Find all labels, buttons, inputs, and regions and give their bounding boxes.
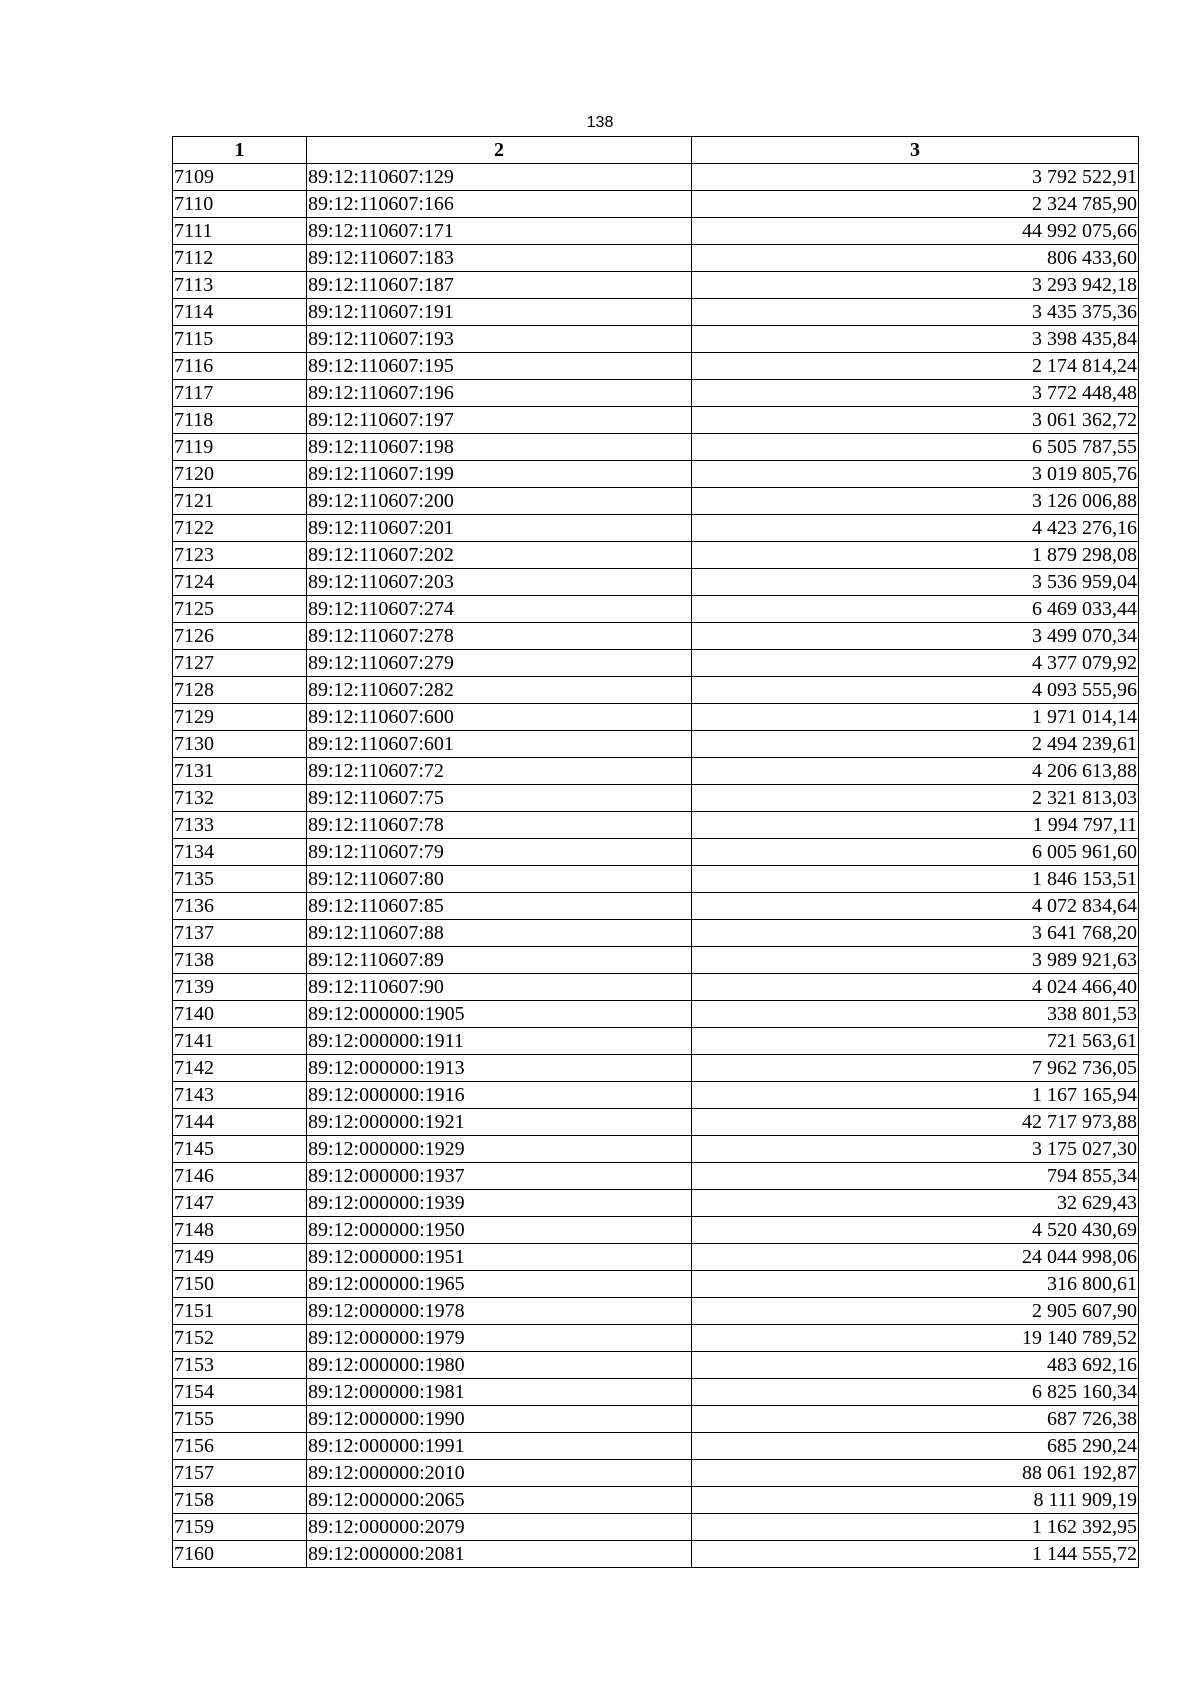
table-row: [173, 893, 1139, 920]
cadastral-value-cell: 3 435 375,36: [692, 299, 1139, 326]
row-number-cell: 7132: [173, 785, 307, 812]
table-row: [173, 1460, 1139, 1487]
cadastral-value-cell: 338 801,53: [692, 1001, 1139, 1028]
cadastral-number-cell: 89:12:110607:88: [307, 920, 692, 947]
cadastral-value-cell: 685 290,24: [692, 1433, 1139, 1460]
row-number-cell: 7110: [173, 191, 307, 218]
table-row: [173, 704, 1139, 731]
row-number-cell: 7111: [173, 218, 307, 245]
table-row: [173, 1433, 1139, 1460]
cadastral-value-cell: 24 044 998,06: [692, 1244, 1139, 1271]
cadastral-value-cell: 3 792 522,91: [692, 164, 1139, 191]
row-number-cell: 7130: [173, 731, 307, 758]
cadastral-value-cell: 1 144 555,72: [692, 1541, 1139, 1568]
cadastral-number-cell: 89:12:110607:183: [307, 245, 692, 272]
row-number-cell: 7140: [173, 1001, 307, 1028]
cadastral-number-cell: 89:12:110607:200: [307, 488, 692, 515]
cadastral-value-cell: 806 433,60: [692, 245, 1139, 272]
cadastral-value-cell: 3 126 006,88: [692, 488, 1139, 515]
row-number-cell: 7152: [173, 1325, 307, 1352]
cadastral-number-cell: 89:12:000000:2010: [307, 1460, 692, 1487]
row-number-cell: 7114: [173, 299, 307, 326]
row-number-cell: 7124: [173, 569, 307, 596]
row-number-cell: 7160: [173, 1541, 307, 1568]
row-number-cell: 7134: [173, 839, 307, 866]
cadastral-number-cell: 89:12:000000:1905: [307, 1001, 692, 1028]
table-row: [173, 947, 1139, 974]
cadastral-value-cell: 19 140 789,52: [692, 1325, 1139, 1352]
row-number-cell: 7159: [173, 1514, 307, 1541]
cadastral-value-cell: 4 024 466,40: [692, 974, 1139, 1001]
cadastral-value-cell: 42 717 973,88: [692, 1109, 1139, 1136]
cadastral-number-cell: 89:12:000000:1980: [307, 1352, 692, 1379]
cadastral-value-cell: 1 971 014,14: [692, 704, 1139, 731]
cadastral-number-cell: 89:12:000000:2065: [307, 1487, 692, 1514]
cadastral-number-cell: 89:12:000000:1916: [307, 1082, 692, 1109]
cadastral-value-cell: 3 398 435,84: [692, 326, 1139, 353]
cadastral-value-table: [172, 136, 1139, 1568]
table-row: [173, 542, 1139, 569]
cadastral-value-cell: 1 879 298,08: [692, 542, 1139, 569]
cadastral-number-cell: 89:12:000000:1991: [307, 1433, 692, 1460]
table-row: [173, 839, 1139, 866]
row-number-cell: 7135: [173, 866, 307, 893]
table-row: [173, 731, 1139, 758]
cadastral-value-cell: 4 093 555,96: [692, 677, 1139, 704]
row-number-cell: 7127: [173, 650, 307, 677]
cadastral-number-cell: 89:12:000000:1913: [307, 1055, 692, 1082]
cadastral-number-cell: 89:12:000000:1981: [307, 1379, 692, 1406]
table-row: [173, 1001, 1139, 1028]
row-number-cell: 7158: [173, 1487, 307, 1514]
column-header-3: 3: [692, 137, 1139, 164]
cadastral-value-cell: 6 825 160,34: [692, 1379, 1139, 1406]
row-number-cell: 7151: [173, 1298, 307, 1325]
row-number-cell: 7142: [173, 1055, 307, 1082]
cadastral-value-cell: 794 855,34: [692, 1163, 1139, 1190]
row-number-cell: 7112: [173, 245, 307, 272]
table-row: [173, 299, 1139, 326]
cadastral-value-cell: 32 629,43: [692, 1190, 1139, 1217]
cadastral-value-cell: 8 111 909,19: [692, 1487, 1139, 1514]
row-number-cell: 7145: [173, 1136, 307, 1163]
cadastral-number-cell: 89:12:110607:199: [307, 461, 692, 488]
table-row: [173, 596, 1139, 623]
cadastral-value-cell: 3 175 027,30: [692, 1136, 1139, 1163]
page-number: 138: [586, 114, 614, 131]
table-row: [173, 1271, 1139, 1298]
cadastral-value-cell: 1 167 165,94: [692, 1082, 1139, 1109]
cadastral-value-cell: 483 692,16: [692, 1352, 1139, 1379]
table-row: [173, 164, 1139, 191]
cadastral-value-cell: 2 174 814,24: [692, 353, 1139, 380]
table-row: [173, 326, 1139, 353]
cadastral-number-cell: 89:12:110607:274: [307, 596, 692, 623]
cadastral-value-cell: 2 905 607,90: [692, 1298, 1139, 1325]
table-row: [173, 758, 1139, 785]
cadastral-number-cell: 89:12:110607:279: [307, 650, 692, 677]
table-row: [173, 272, 1139, 299]
table-row: [173, 1541, 1139, 1568]
cadastral-number-cell: 89:12:110607:193: [307, 326, 692, 353]
table-row: [173, 1028, 1139, 1055]
cadastral-number-cell: 89:12:110607:196: [307, 380, 692, 407]
table-row: [173, 1352, 1139, 1379]
table-row: [173, 1136, 1139, 1163]
cadastral-number-cell: 89:12:110607:90: [307, 974, 692, 1001]
table-row: [173, 380, 1139, 407]
cadastral-value-cell: 4 377 079,92: [692, 650, 1139, 677]
row-number-cell: 7117: [173, 380, 307, 407]
table-row: [173, 515, 1139, 542]
cadastral-number-cell: 89:12:110607:201: [307, 515, 692, 542]
cadastral-number-cell: 89:12:110607:282: [307, 677, 692, 704]
cadastral-value-cell: 3 989 921,63: [692, 947, 1139, 974]
cadastral-number-cell: 89:12:110607:278: [307, 623, 692, 650]
table-row: [173, 1379, 1139, 1406]
cadastral-value-cell: 6 469 033,44: [692, 596, 1139, 623]
table-row: [173, 1244, 1139, 1271]
row-number-cell: 7149: [173, 1244, 307, 1271]
cadastral-number-cell: 89:12:110607:72: [307, 758, 692, 785]
cadastral-number-cell: 89:12:000000:1939: [307, 1190, 692, 1217]
cadastral-number-cell: 89:12:110607:203: [307, 569, 692, 596]
cadastral-number-cell: 89:12:110607:600: [307, 704, 692, 731]
table-row: [173, 461, 1139, 488]
cadastral-number-cell: 89:12:110607:171: [307, 218, 692, 245]
row-number-cell: 7113: [173, 272, 307, 299]
cadastral-number-cell: 89:12:000000:1929: [307, 1136, 692, 1163]
table-row: [173, 677, 1139, 704]
table-row: [173, 920, 1139, 947]
cadastral-number-cell: 89:12:000000:1965: [307, 1271, 692, 1298]
row-number-cell: 7118: [173, 407, 307, 434]
cadastral-value-cell: 3 536 959,04: [692, 569, 1139, 596]
row-number-cell: 7131: [173, 758, 307, 785]
cadastral-number-cell: 89:12:110607:601: [307, 731, 692, 758]
cadastral-number-cell: 89:12:000000:1979: [307, 1325, 692, 1352]
cadastral-number-cell: 89:12:000000:1937: [307, 1163, 692, 1190]
cadastral-number-cell: 89:12:110607:195: [307, 353, 692, 380]
cadastral-value-cell: 7 962 736,05: [692, 1055, 1139, 1082]
row-number-cell: 7138: [173, 947, 307, 974]
row-number-cell: 7157: [173, 1460, 307, 1487]
table-row: [173, 974, 1139, 1001]
row-number-cell: 7148: [173, 1217, 307, 1244]
cadastral-number-cell: 89:12:000000:2079: [307, 1514, 692, 1541]
table-header-row: [173, 137, 1139, 164]
cadastral-number-cell: 89:12:110607:166: [307, 191, 692, 218]
cadastral-number-cell: 89:12:000000:1921: [307, 1109, 692, 1136]
cadastral-value-cell: 1 994 797,11: [692, 812, 1139, 839]
cadastral-value-cell: 3 019 805,76: [692, 461, 1139, 488]
row-number-cell: 7139: [173, 974, 307, 1001]
table-row: [173, 245, 1139, 272]
cadastral-value-cell: 44 992 075,66: [692, 218, 1139, 245]
cadastral-value-cell: 88 061 192,87: [692, 1460, 1139, 1487]
cadastral-number-cell: 89:12:110607:191: [307, 299, 692, 326]
cadastral-value-cell: 3 641 768,20: [692, 920, 1139, 947]
cadastral-number-cell: 89:12:110607:197: [307, 407, 692, 434]
table-row: [173, 191, 1139, 218]
table-row: [173, 353, 1139, 380]
cadastral-value-cell: 687 726,38: [692, 1406, 1139, 1433]
table-row: [173, 1109, 1139, 1136]
cadastral-value-cell: 316 800,61: [692, 1271, 1139, 1298]
row-number-cell: 7156: [173, 1433, 307, 1460]
cadastral-number-cell: 89:12:110607:80: [307, 866, 692, 893]
cadastral-number-cell: 89:12:110607:75: [307, 785, 692, 812]
cadastral-number-cell: 89:12:000000:1950: [307, 1217, 692, 1244]
table-row: [173, 434, 1139, 461]
row-number-cell: 7141: [173, 1028, 307, 1055]
table-row: [173, 407, 1139, 434]
cadastral-number-cell: 89:12:110607:187: [307, 272, 692, 299]
cadastral-number-cell: 89:12:000000:2081: [307, 1541, 692, 1568]
cadastral-number-cell: 89:12:110607:89: [307, 947, 692, 974]
table-row: [173, 1217, 1139, 1244]
table-row: [173, 218, 1139, 245]
row-number-cell: 7133: [173, 812, 307, 839]
row-number-cell: 7128: [173, 677, 307, 704]
row-number-cell: 7144: [173, 1109, 307, 1136]
row-number-cell: 7137: [173, 920, 307, 947]
row-number-cell: 7115: [173, 326, 307, 353]
cadastral-value-cell: 3 499 070,34: [692, 623, 1139, 650]
row-number-cell: 7119: [173, 434, 307, 461]
table-body: [173, 164, 1139, 1568]
table-row: [173, 1325, 1139, 1352]
column-header-2: 2: [307, 137, 692, 164]
row-number-cell: 7125: [173, 596, 307, 623]
table-row: [173, 569, 1139, 596]
cadastral-number-cell: 89:12:000000:1951: [307, 1244, 692, 1271]
cadastral-number-cell: 89:12:110607:202: [307, 542, 692, 569]
row-number-cell: 7122: [173, 515, 307, 542]
row-number-cell: 7129: [173, 704, 307, 731]
cadastral-value-cell: 3 772 448,48: [692, 380, 1139, 407]
cadastral-value-cell: 4 072 834,64: [692, 893, 1139, 920]
cadastral-number-cell: 89:12:000000:1990: [307, 1406, 692, 1433]
row-number-cell: 7116: [173, 353, 307, 380]
cadastral-value-cell: 6 505 787,55: [692, 434, 1139, 461]
cadastral-number-cell: 89:12:000000:1978: [307, 1298, 692, 1325]
table-row: [173, 812, 1139, 839]
row-number-cell: 7121: [173, 488, 307, 515]
table-row: [173, 1514, 1139, 1541]
table-row: [173, 785, 1139, 812]
row-number-cell: 7155: [173, 1406, 307, 1433]
cadastral-value-cell: 1 846 153,51: [692, 866, 1139, 893]
column-header-1: 1: [173, 137, 307, 164]
cadastral-value-cell: 1 162 392,95: [692, 1514, 1139, 1541]
table-row: [173, 1190, 1139, 1217]
table-row: [173, 488, 1139, 515]
table-row: [173, 1082, 1139, 1109]
row-number-cell: 7147: [173, 1190, 307, 1217]
table-row: [173, 650, 1139, 677]
row-number-cell: 7136: [173, 893, 307, 920]
table-row: [173, 1406, 1139, 1433]
table-row: [173, 1298, 1139, 1325]
cadastral-number-cell: 89:12:110607:198: [307, 434, 692, 461]
cadastral-value-cell: 4 423 276,16: [692, 515, 1139, 542]
row-number-cell: 7143: [173, 1082, 307, 1109]
row-number-cell: 7109: [173, 164, 307, 191]
row-number-cell: 7123: [173, 542, 307, 569]
cadastral-number-cell: 89:12:110607:79: [307, 839, 692, 866]
table-row: [173, 623, 1139, 650]
cadastral-value-cell: 4 520 430,69: [692, 1217, 1139, 1244]
cadastral-value-cell: 2 324 785,90: [692, 191, 1139, 218]
table-row: [173, 1487, 1139, 1514]
cadastral-value-cell: 3 061 362,72: [692, 407, 1139, 434]
row-number-cell: 7154: [173, 1379, 307, 1406]
row-number-cell: 7153: [173, 1352, 307, 1379]
row-number-cell: 7120: [173, 461, 307, 488]
cadastral-value-cell: 721 563,61: [692, 1028, 1139, 1055]
table-row: [173, 1055, 1139, 1082]
row-number-cell: 7146: [173, 1163, 307, 1190]
row-number-cell: 7150: [173, 1271, 307, 1298]
cadastral-number-cell: 89:12:110607:78: [307, 812, 692, 839]
cadastral-number-cell: 89:12:000000:1911: [307, 1028, 692, 1055]
cadastral-value-cell: 4 206 613,88: [692, 758, 1139, 785]
table-row: [173, 1163, 1139, 1190]
cadastral-value-cell: 6 005 961,60: [692, 839, 1139, 866]
cadastral-number-cell: 89:12:110607:85: [307, 893, 692, 920]
table-row: [173, 866, 1139, 893]
cadastral-value-cell: 3 293 942,18: [692, 272, 1139, 299]
cadastral-number-cell: 89:12:110607:129: [307, 164, 692, 191]
cadastral-value-cell: 2 494 239,61: [692, 731, 1139, 758]
row-number-cell: 7126: [173, 623, 307, 650]
cadastral-value-cell: 2 321 813,03: [692, 785, 1139, 812]
